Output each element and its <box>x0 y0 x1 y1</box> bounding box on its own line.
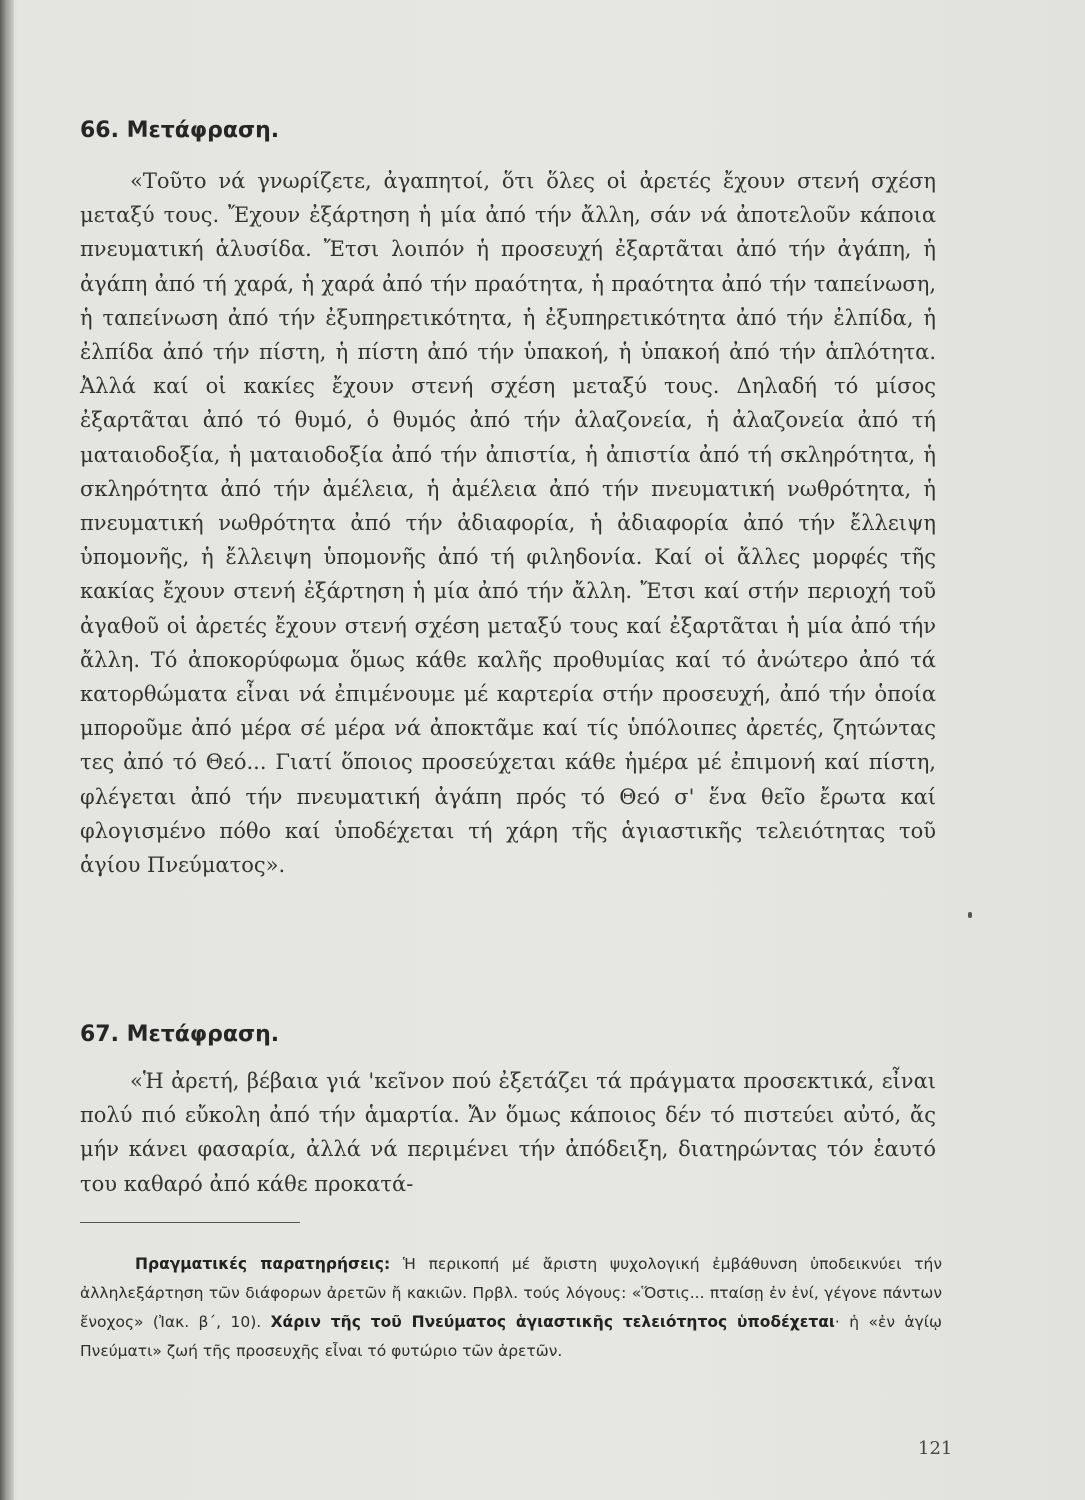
page-binding-shadow <box>0 0 14 1500</box>
print-speck <box>968 912 972 918</box>
footnote-label: Πραγματικές παρατηρήσεις: <box>135 1255 391 1273</box>
section-66-text: «Τοῦτο νά γνωρίζετε, ἀγαπητοί, ὅτι ὅλες οἱ ἀρετές ἔχουν στενή σχέση μεταξύ τους. Ἔχουν ἐξάρτηση ἡ μία ἀπό τήν ἄλλη, σάν νά ἀποτελοῦν κάποια πνευματική ἁλυσίδα. Ἔτσι λοιπόν ἡ προσευχή ἐξαρτᾶται ἀπό τήν ἀγάπη, ἡ ἀγάπη ἀπό τή χαρά, ἡ χαρά ἀπό τήν πραότητα, ἡ πραότητα ἀπό τήν ταπείνωση, ἡ ταπείνωση ἀπό τήν ἐξυπηρετικότητα, ἡ ἐξυπηρετικότητα ἀπό τήν ἐλπίδα, ἡ ἐλπίδα ἀπό τήν πίστη, ἡ πίστη ἀπό τήν ὑπακοή, ἡ ὑπακοή ἀπό τήν ἁπλότητα. Ἀλλά καί οἱ κακίες ἔχουν στενή σχέση μεταξύ τους. Δηλαδή τό μίσος ἐξαρτᾶται ἀπό τό θυμό, ὁ θυμός ἀπό τήν ἀλαζονεία, ἡ ἀλαζονεία ἀπό τή ματαιοδοξία, ἡ ματαιοδοξία ἀπό τήν ἀπιστία, ἡ ἀπιστία ἀπό τή σκληρότητα, ἡ σκληρότητα ἀπό τήν ἀμέλεια, ἡ ἀμέλεια ἀπό τήν πνευματική νωθρότητα, ἡ πνευματική νωθρότητα ἀπό τήν ἀδιαφορία, ἡ ἀδιαφορία ἀπό τήν ἔλλειψη ὑπομονῆς, ἡ ἔλλειψη ὑπομονῆς ἀπό τή φιληδονία. Καί οἱ ἄλλες μορφές τῆς κακίας ἔχουν στενή ἐξάρτηση ἡ μία ἀπό τήν ἄλλη. Ἔτσι καί στήν περιοχή τοῦ ἀγαθοῦ οἱ ἀρετές ἔχουν στενή σχέση μεταξύ τους καί ἐξαρτᾶται ἡ μία ἀπό τήν ἄλλη. Τό ἀποκορύφωμα ὅμως κάθε καλῆς προθυμίας καί τό ἀνώτερο ἀπό τά κατορθώματα εἶναι νά ἐπιμένουμε μέ καρτερία στήν προσευχή, ἀπό τήν ὁποία μποροῦμε ἀπό μέρα σέ μέρα νά ἀποκτᾶμε καί τίς ὑπόλοιπες ἀρετές, ζητώντας τες ἀπό τό Θεό... Γιατί ὅποιος προσεύχεται κάθε ἡμέρα μέ ἐπιμονή καί πίστη, φλέγεται ἀπό τήν πνευματική ἀγάπη πρός τό Θεό σ' ἕνα θεῖο ἔρωτα καί φλογισμένο πόθο καί ὑποδέχεται τή χάρη τῆς ἁγιαστικῆς τελειότητας τοῦ ἁγίου Πνεύματος». <box>80 169 936 878</box>
section-67-text: «Ἡ ἀρετή, βέβαια γιά 'κεῖνον πού ἐξετάζει τά πράγματα προσεκτικά, εἶναι πολύ πιό εὔκολη ἀπό τήν ἁμαρτία. Ἄν ὅμως κάποιος δέν τό πιστεύει αὐτό, ἄς μήν κάνει φασαρία, ἀλλά νά περιμένει τήν ἀπόδειξη, διατηρώντας τόν ἑαυτό του καθαρό ἀπό κάθε προκατά- <box>80 1069 936 1196</box>
page-number: 121 <box>918 1438 953 1459</box>
footnote-divider <box>80 1222 300 1223</box>
footnote-text-1: Ἡ περικοπή μέ ἄριστη ψυχολογική ἐμβάθυνση ὑποδεικνύει τήν ἀλληλεξάρτηση τῶν διάφορων ἀρετῶν ἤ κακιῶν. Πρβλ. τούς λόγους: «Ὅστις... πταίσῃ ἐν ἑνί, γέγονε πάντων ἔνοχος» (Ἰακ. β΄, 10). <box>80 1255 942 1331</box>
footnote <box>80 1250 942 1366</box>
section-67-heading: 67. Μετάφραση. <box>80 1022 280 1047</box>
footnote-text-2: · ἡ «ἐν ἁγίῳ Πνεύματι» ζωή τῆς προσευχῆς εἶναι τό φυτώριο τῶν ἀρετῶν. <box>80 1313 942 1360</box>
footnote-bold-phrase: Χάριν τῆς τοῦ Πνεύματος ἁγιαστικῆς τελειότητος ὑποδέχεται <box>270 1313 835 1331</box>
section-66-heading: 66. Μετάφραση. <box>80 118 280 143</box>
